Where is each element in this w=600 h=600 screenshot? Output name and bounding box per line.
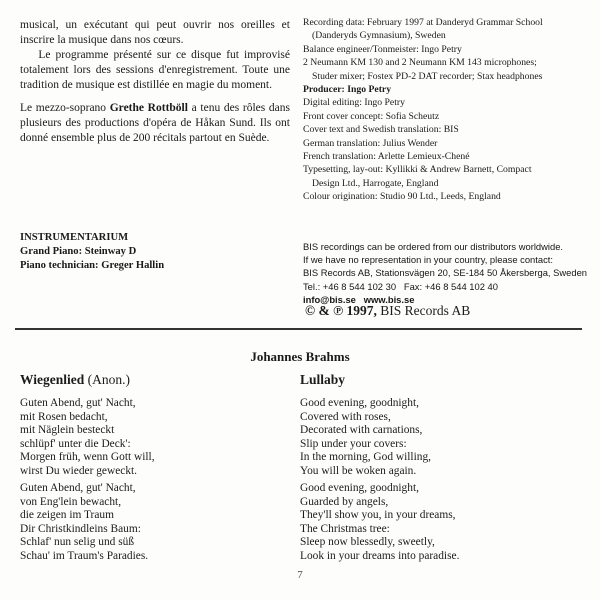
- song-german-column: [20, 372, 285, 563]
- bis-contact-block: [303, 240, 587, 306]
- lyric-line: mit Näglein besteckt: [20, 424, 115, 436]
- horizontal-divider: [15, 328, 582, 330]
- credit-line: French translation: Arlette Lemieux-Chené: [303, 151, 470, 163]
- lyric-line: wirst Du wieder geweckt.: [20, 464, 138, 477]
- song-english-column: [300, 372, 590, 563]
- credit-line: Cover text and Swedish translation: BIS: [303, 124, 459, 136]
- page-number: 7: [297, 569, 303, 581]
- credit-line: (Danderyds Gymnasium), Sweden: [312, 30, 446, 42]
- contact-line: BIS recordings can be ordered from our distributors worldwide.: [303, 241, 564, 252]
- lyric-line: Decorated with carnations,: [300, 424, 423, 436]
- instrumentarium-title: INSTRUMENTARIUM: [20, 232, 129, 243]
- lyric-line: Good evening, goodnight,: [300, 397, 419, 409]
- lyric-line: Sleep now blessedly, sweetly,: [300, 536, 435, 548]
- contact-line: If we have no representation in your country, please contact:: [303, 254, 553, 266]
- credit-line: Producer: Ingo Petry: [303, 84, 392, 96]
- lyric-line: von Eng'lein bewacht,: [20, 495, 122, 508]
- instrumentarium-technician: Piano technician: Greger Hallin: [20, 260, 165, 271]
- german-verse-1: [20, 397, 285, 478]
- contact-line: BIS Records AB, Stationsvägen 20, SE-184 50 Åkersberga, Sweden: [303, 267, 588, 279]
- lyric-line: Guten Abend, gut' Nacht,: [20, 397, 136, 409]
- composer-heading: Johannes Brahms: [250, 349, 350, 364]
- french-liner-notes: [20, 18, 290, 146]
- lyric-line: They'll show you, in your dreams,: [300, 509, 456, 521]
- copyright-symbols: © & ℗ 1997,: [305, 303, 377, 318]
- lyric-line: Morgen früh, wenn Gott will,: [20, 451, 155, 463]
- instrumentarium-block: [20, 231, 164, 273]
- song-title-text: Wiegenlied: [20, 372, 85, 387]
- lyric-line: In the morning, God willing,: [300, 451, 431, 463]
- lyric-line: mit Rosen bedacht,: [20, 410, 108, 423]
- lyric-line: Look in your dreams into paradise.: [300, 549, 460, 562]
- credit-line: Balance engineer/Tonmeister: Ingo Petry: [303, 43, 462, 55]
- song-title-attribution: (Anon.): [84, 372, 131, 387]
- lyric-line: Dir Christkindleins Baum:: [20, 522, 141, 535]
- credit-line: Digital editing: Ingo Petry: [303, 97, 405, 109]
- french-paragraph-1: musical, un exécutant qui peut ouvrir nos oreilles et inscrire la musique dans nos cœurs.: [20, 19, 290, 46]
- artist-name: Grethe Rottböll: [109, 102, 188, 114]
- lyric-line: die zeigen im Traum: [20, 509, 114, 521]
- french-paragraph-3: [20, 101, 290, 146]
- lyric-line: Slip under your covers:: [300, 437, 407, 450]
- lyric-line: Good evening, goodnight,: [300, 482, 419, 494]
- english-verse-1: [300, 397, 590, 478]
- credit-line: Typesetting, lay-out: Kyllikki & Andrew Barnett, Compact: [303, 164, 532, 176]
- credit-line: German translation: Julius Wender: [303, 137, 438, 149]
- contact-line: Tel.: +46 8 544 102 30 Fax: +46 8 544 102 40: [303, 280, 498, 292]
- production-credits: [303, 16, 595, 204]
- german-song-title: [20, 372, 285, 388]
- copyright-line: [305, 303, 470, 319]
- lyric-line: Schlaf' nun selig und süß: [20, 536, 135, 548]
- german-verse-2: [20, 482, 285, 563]
- credit-line: Design Ltd., Harrogate, England: [312, 177, 439, 189]
- instrumentarium-piano: Grand Piano: Steinway D: [20, 246, 137, 257]
- credit-line: Recording data: February 1997 at Danderyd Grammar School: [303, 17, 543, 28]
- lyric-line: Schau' im Traum's Paradies.: [20, 549, 149, 562]
- english-verse-2: [300, 482, 590, 563]
- credit-line: Front cover concept: Sofia Scheutz: [303, 110, 440, 122]
- lyric-line: You will be woken again.: [300, 464, 417, 477]
- copyright-owner: BIS Records AB: [376, 303, 471, 318]
- lyric-line: Guarded by angels,: [300, 495, 389, 508]
- french-paragraph-2: Le programme présenté sur ce disque fut improvisé totalement lors des sessions d'enregistrement. Toute une tradition de musique est distillée en magie du moment.: [20, 49, 290, 91]
- contact-line: info@bis.se www.bis.se: [303, 293, 415, 305]
- lyric-line: Covered with roses,: [300, 410, 391, 423]
- paragraph-text: Le mezzo-soprano: [20, 102, 110, 114]
- english-song-title: Lullaby: [300, 372, 346, 387]
- lyric-line: The Christmas tree:: [300, 522, 390, 535]
- credit-line: Studer mixer; Fostex PD-2 DAT recorder; Stax headphones: [312, 70, 543, 82]
- credit-line: 2 Neumann KM 130 and 2 Neumann KM 143 microphones;: [303, 57, 537, 69]
- lyric-line: Guten Abend, gut' Nacht,: [20, 482, 136, 494]
- credit-line: Colour origination: Studio 90 Ltd., Leeds, England: [303, 191, 501, 203]
- lyric-line: schlüpf' unter die Deck':: [20, 437, 131, 450]
- paragraph-text: a tenu des rôles dans plusieurs des productions d'opéra de Håkan Sund. Ils ont donné ensemble plus de 200 récitals partout en Suède.: [20, 102, 290, 144]
